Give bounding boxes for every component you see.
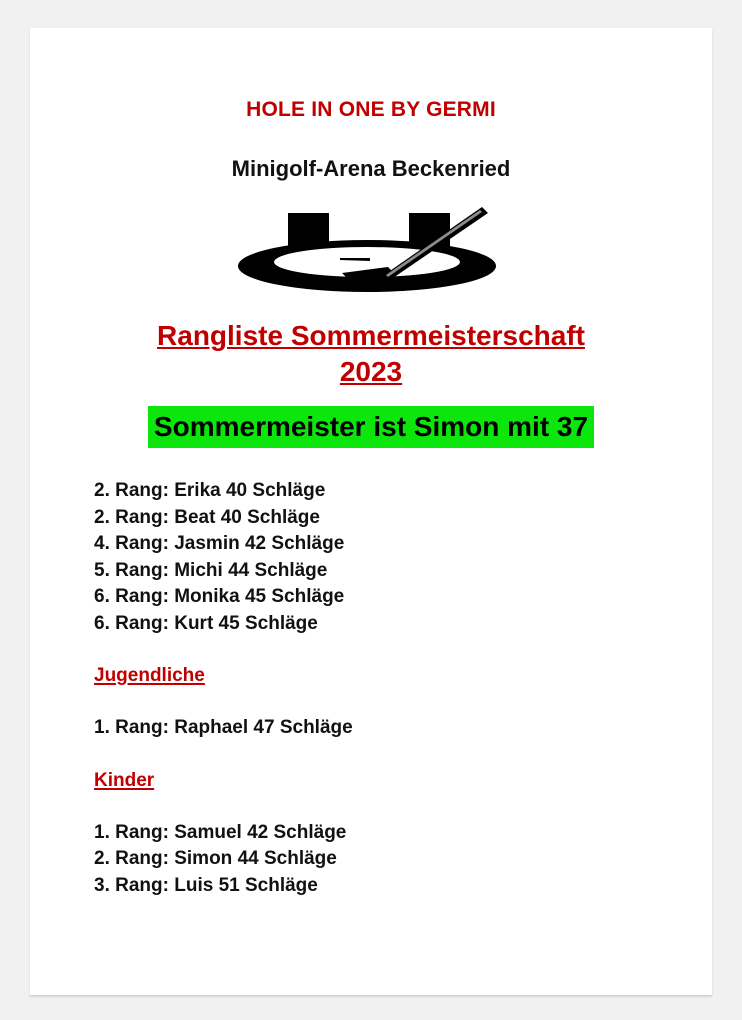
spacer [30,689,712,715]
ranking-entry: 2. Rang: Simon 44 Schläge [94,848,337,870]
ranking-entry: 1. Rang: Samuel 42 Schläge [94,821,347,843]
children-ranking-list [30,820,712,900]
minigolf-hole-and-putter-icon [236,201,506,296]
main-ranking-list [30,448,712,637]
ranking-heading-line1: Rangliste Sommermeisterschaft [157,319,585,351]
ranking-heading-line2: 2023 [339,355,403,387]
youth-category-heading-label: Jugendliche [94,665,205,687]
ranking-entry: 2. Rang: Erika 40 Schläge [94,480,326,502]
ranking-entry: 1. Rang: Raphael 47 Schläge [94,717,353,739]
champion-banner-row [30,406,712,448]
document-page [30,28,712,995]
logo [30,201,712,296]
children-category-heading-label: Kinder [94,769,155,791]
youth-category-heading [30,637,712,689]
page-title: HOLE IN ONE BY GERMI [246,98,496,121]
spacer [30,794,712,820]
ranking-entry: 5. Rang: Michi 44 Schläge [94,559,328,581]
youth-ranking-list [30,715,712,742]
ranking-entry: 4. Rang: Jasmin 42 Schläge [94,533,345,555]
page-subtitle: Minigolf-Arena Beckenried [231,156,511,182]
ranking-entry: 2. Rang: Beat 40 Schläge [94,506,320,528]
children-category-heading [30,742,712,794]
ranking-entry: 6. Rang: Kurt 45 Schläge [94,612,318,634]
ranking-heading [30,296,712,391]
ranking-entry: 3. Rang: Luis 51 Schläge [94,874,318,896]
champion-banner: Sommermeister ist Simon mit 37 [148,406,594,448]
ranking-entry: 6. Rang: Monika 45 Schläge [94,586,345,608]
